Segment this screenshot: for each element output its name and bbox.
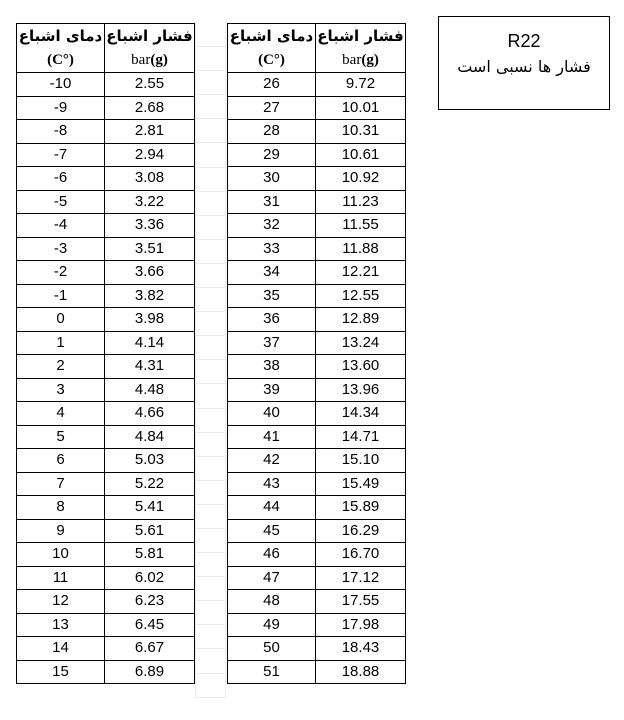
header-row [17,24,195,49]
table-row [17,472,195,496]
pressure-cell: 2.81 [105,120,195,144]
pressure-header: فشار اشباع [105,24,195,49]
table-row [17,660,195,684]
pressure-cell: 17.12 [316,566,406,590]
pressure-cell: 2.94 [105,143,195,167]
table-row [228,331,406,355]
pressure-cell: 12.55 [316,284,406,308]
temperature-cell: 38 [228,355,316,379]
temperature-cell: 29 [228,143,316,167]
unit-row [228,48,406,73]
temperature-cell: 26 [228,73,316,97]
pressure-cell: 4.14 [105,331,195,355]
pressure-cell: 15.49 [316,472,406,496]
table-row [228,613,406,637]
table-row [228,378,406,402]
pressure-unit [316,48,406,73]
pressure-cell: 3.36 [105,214,195,238]
temperature-cell: 1 [17,331,105,355]
temperature-cell: 40 [228,402,316,426]
table-row [228,284,406,308]
temperature-cell: 49 [228,613,316,637]
pressure-cell: 5.03 [105,449,195,473]
temperature-cell: -3 [17,237,105,261]
pressure-cell: 16.29 [316,519,406,543]
pressure-cell: 10.61 [316,143,406,167]
pressure-cell: 5.81 [105,543,195,567]
info-box [438,16,610,110]
pressure-cell: 10.31 [316,120,406,144]
gap-gridline [196,119,225,143]
table-row [228,190,406,214]
gap-gridline [196,168,225,192]
pressure-cell: 10.92 [316,167,406,191]
temp-unit-text: (C°) [258,52,285,68]
temperature-cell: 32 [228,214,316,238]
temperature-cell: 41 [228,425,316,449]
temperature-cell: -2 [17,261,105,285]
pressure-cell: 6.23 [105,590,195,614]
table-row [17,73,195,97]
pressure-cell: 15.89 [316,496,406,520]
pressure-cell: 12.89 [316,308,406,332]
pressure-cell: 6.45 [105,613,195,637]
table-row [17,96,195,120]
table-row [17,355,195,379]
pressure-cell: 5.61 [105,519,195,543]
gap-gridline [196,95,225,119]
temperature-cell: 9 [17,519,105,543]
pressure-cell: 4.31 [105,355,195,379]
temperature-cell: 34 [228,261,316,285]
gap-gridline [196,240,225,264]
pressure-cell: 6.89 [105,660,195,684]
table-row [228,214,406,238]
temperature-cell: 50 [228,637,316,661]
pressure-cell: 4.66 [105,402,195,426]
temperature-cell: 11 [17,566,105,590]
header-row [228,24,406,49]
temperature-cell: 30 [228,167,316,191]
table-row [228,120,406,144]
pressure-cell: 3.66 [105,261,195,285]
pressure-cell: 3.51 [105,237,195,261]
pressure-cell: 3.98 [105,308,195,332]
table-row [228,449,406,473]
table-row [228,96,406,120]
temperature-cell: 6 [17,449,105,473]
pressure-unit-suffix: (g) [150,52,168,68]
temperature-cell: 13 [17,613,105,637]
temperature-cell: 37 [228,331,316,355]
table-row [17,449,195,473]
table-row [17,190,195,214]
temperature-cell: 46 [228,543,316,567]
table-right-body [228,24,406,684]
temperature-cell: 33 [228,237,316,261]
pressure-cell: 18.43 [316,637,406,661]
table-row [228,472,406,496]
table-row [17,143,195,167]
temperature-cell: -7 [17,143,105,167]
temperature-cell: 2 [17,355,105,379]
pressure-cell: 15.10 [316,449,406,473]
pressure-temperature-table-right [227,23,406,684]
gap-gridline [196,505,225,529]
table-row [228,355,406,379]
table-row [17,308,195,332]
table-row [17,496,195,520]
pressure-cell: 11.88 [316,237,406,261]
temp-unit [17,48,105,73]
gap-gridline [196,288,225,312]
table-row [17,261,195,285]
gap-gridline [196,360,225,384]
table-row [228,73,406,97]
gap-gridline [196,481,225,505]
gap-gridline [196,47,225,71]
table-row [228,425,406,449]
gap-gridline [196,625,225,649]
temperature-cell: -10 [17,73,105,97]
temperature-cell: 12 [17,590,105,614]
temperature-cell: 44 [228,496,316,520]
temp-header: دمای اشباع [228,24,316,49]
temp-header: دمای اشباع [17,24,105,49]
gap-gridline [196,143,225,167]
table-row [17,613,195,637]
pressure-cell: 11.55 [316,214,406,238]
unit-row [17,48,195,73]
temperature-cell: -1 [17,284,105,308]
pressure-cell: 4.84 [105,425,195,449]
temperature-cell: 3 [17,378,105,402]
pressure-cell: 9.72 [316,73,406,97]
pressure-cell: 13.96 [316,378,406,402]
refrigerant-label: R22 [507,31,541,51]
temperature-cell: 7 [17,472,105,496]
pressure-unit-prefix: bar [131,52,151,68]
pressure-cell: 14.34 [316,402,406,426]
pressure-unit-prefix: bar [342,52,362,68]
temperature-cell: 43 [228,472,316,496]
gap-gridline [196,384,225,408]
table-row [17,284,195,308]
gap-gridline [196,71,225,95]
temperature-cell: 39 [228,378,316,402]
table-row [17,237,195,261]
pressure-cell: 6.02 [105,566,195,590]
table-row [228,143,406,167]
gap-gridline [196,264,225,288]
temperature-cell: 4 [17,402,105,426]
gap-gridline [196,649,225,673]
pressure-cell: 13.24 [316,331,406,355]
pressure-cell: 11.23 [316,190,406,214]
table-row [228,402,406,426]
table-row [228,496,406,520]
temperature-cell: 14 [17,637,105,661]
pressure-unit [105,48,195,73]
gap-gridline [196,529,225,553]
table-row [228,237,406,261]
table-row [17,425,195,449]
gap-gridline [196,457,225,481]
table-row [17,120,195,144]
table-row [17,566,195,590]
gap-gridline [196,601,225,625]
temperature-cell: 35 [228,284,316,308]
temperature-cell: -5 [17,190,105,214]
temperature-cell: -6 [17,167,105,191]
gap-gridline [196,674,225,698]
temperature-cell: 51 [228,660,316,684]
pressure-cell: 3.08 [105,167,195,191]
pressure-cell: 13.60 [316,355,406,379]
gauge-pressure-note: فشار ها نسبی است [457,57,591,76]
gap-gridline [196,433,225,457]
table-row [17,519,195,543]
gap-gridline [196,553,225,577]
pressure-cell: 5.22 [105,472,195,496]
gap-gridline [196,336,225,360]
table-row [17,214,195,238]
table-row [228,167,406,191]
table-row [228,261,406,285]
table-row [228,660,406,684]
pressure-cell: 6.67 [105,637,195,661]
pressure-cell: 10.01 [316,96,406,120]
table-row [228,308,406,332]
column-gap-strip [195,23,226,698]
pressure-cell: 17.98 [316,613,406,637]
pressure-cell: 16.70 [316,543,406,567]
pressure-cell: 2.68 [105,96,195,120]
pressure-cell: 14.71 [316,425,406,449]
pressure-cell: 18.88 [316,660,406,684]
table-row [17,590,195,614]
gap-gridline [196,192,225,216]
temperature-cell: 47 [228,566,316,590]
temperature-cell: 10 [17,543,105,567]
gap-gridline [196,312,225,336]
pressure-unit-suffix: (g) [361,52,379,68]
pressure-cell: 5.41 [105,496,195,520]
pressure-cell: 3.82 [105,284,195,308]
temperature-cell: 0 [17,308,105,332]
temperature-cell: 27 [228,96,316,120]
temperature-cell: 36 [228,308,316,332]
pressure-cell: 3.22 [105,190,195,214]
table-row [228,590,406,614]
pressure-cell: 4.48 [105,378,195,402]
table-row [228,519,406,543]
pressure-cell: 2.55 [105,73,195,97]
temperature-cell: 15 [17,660,105,684]
table-row [17,637,195,661]
table-row [17,543,195,567]
temperature-cell: 8 [17,496,105,520]
gap-gridline [196,216,225,240]
temperature-cell: 48 [228,590,316,614]
table-row [228,566,406,590]
temp-unit-text: (C°) [47,52,74,68]
pressure-header: فشار اشباع [316,24,406,49]
pressure-cell: 12.21 [316,261,406,285]
temperature-cell: 28 [228,120,316,144]
table-row [17,402,195,426]
gap-gridline [196,577,225,601]
temperature-cell: 5 [17,425,105,449]
temperature-cell: 45 [228,519,316,543]
table-row [17,378,195,402]
table-row [17,331,195,355]
pressure-temperature-table-left [16,23,195,684]
table-row [17,167,195,191]
gap-gridline [196,23,225,47]
gap-gridline [196,409,225,433]
table-row [228,637,406,661]
temp-unit [228,48,316,73]
temperature-cell: -4 [17,214,105,238]
temperature-cell: 31 [228,190,316,214]
table-left-body [17,24,195,684]
pressure-cell: 17.55 [316,590,406,614]
temperature-cell: 42 [228,449,316,473]
temperature-cell: -8 [17,120,105,144]
table-row [228,543,406,567]
temperature-cell: -9 [17,96,105,120]
